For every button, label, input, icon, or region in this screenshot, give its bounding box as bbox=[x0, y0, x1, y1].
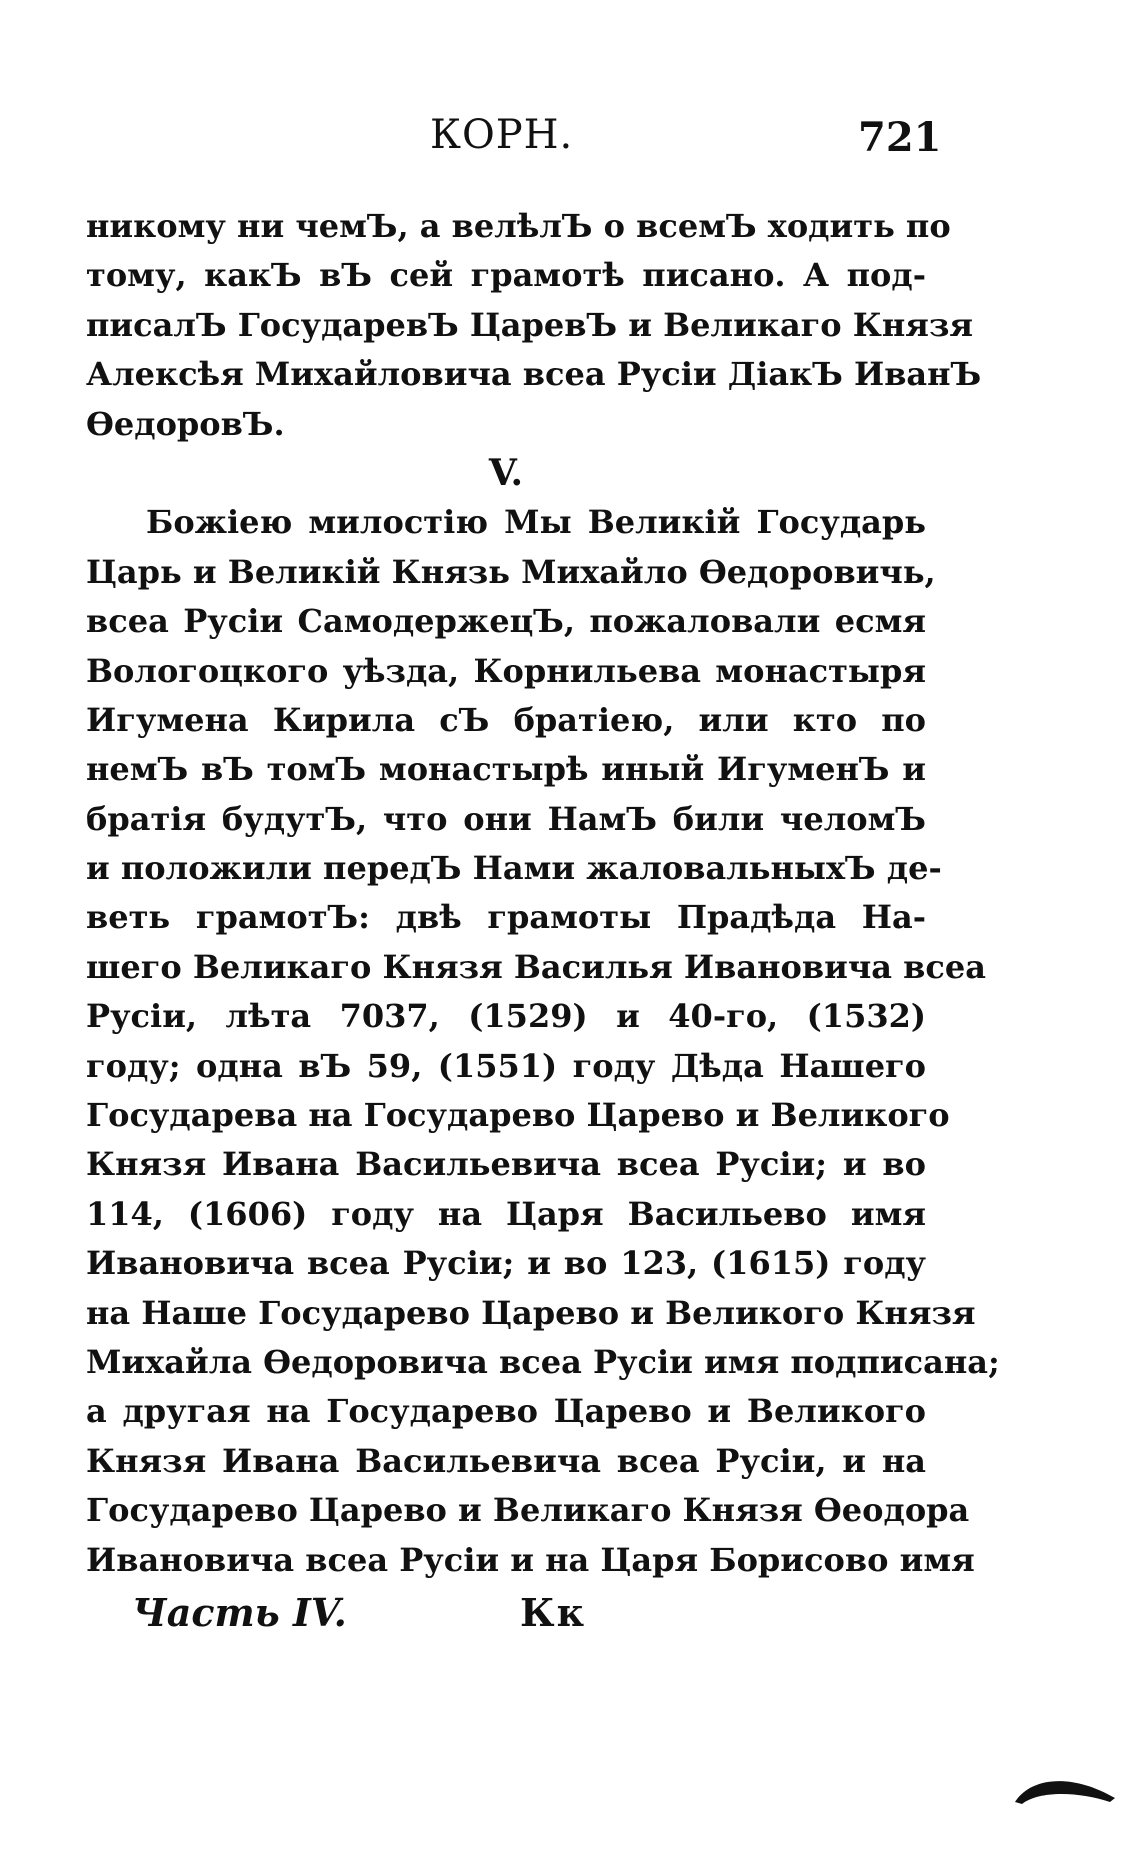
text-line: Князя Ивана Васильевича всеа Русіи, и на bbox=[86, 1441, 926, 1480]
text-line: и положили передЪ Нами жаловальныхЪ де- bbox=[86, 849, 942, 888]
text-line: Князя Ивана Васильевича всеа Русіи; и во bbox=[86, 1145, 926, 1184]
running-head: КОРН. bbox=[430, 112, 574, 158]
text-line: на Наше Государево Царево и Великого Князя bbox=[86, 1293, 976, 1332]
text-line: ѲедоровЪ. bbox=[86, 404, 285, 443]
text-line: а другая на Государево Царево и Великого bbox=[86, 1392, 926, 1431]
text-line: тому, какЪ вЪ сей грамотѣ писано. А под- bbox=[86, 256, 926, 295]
text-line: никому ни чемЪ, а велѣлЪ о всемЪ ходить по bbox=[86, 207, 951, 245]
text-line: Божіею милостію Мы Великій Государь bbox=[146, 503, 926, 542]
text-line: Царь и Великій Князь Михайло Ѳедоровичь, bbox=[86, 552, 936, 591]
text-line: Государева на Государево Царево и Великого bbox=[86, 1096, 950, 1135]
part-label: Часть IV. bbox=[132, 1590, 347, 1635]
text-line: году; одна вЪ 59, (1551) году Дѣда Нашего bbox=[86, 1046, 926, 1085]
text-line: Русіи, лѣта 7037, (1529) и 40-го, (1532) bbox=[86, 997, 926, 1036]
body-text bbox=[86, 202, 1000, 1585]
text-line: Государево Царево и Великаго Князя Ѳеодора bbox=[86, 1491, 970, 1530]
text-line: немЪ вЪ томЪ монастырѣ иный ИгуменЪ и bbox=[86, 750, 926, 789]
text-line: веть грамотЪ: двѣ грамоты Прадѣда На- bbox=[86, 898, 926, 937]
text-line: братія будутЪ, что они НамЪ били челомЪ bbox=[86, 799, 926, 838]
text-line: Ивановича всеа Русіи и на Царя Борисово имя bbox=[86, 1540, 975, 1579]
text-line: Ивановича всеа Русіи; и во 123, (1615) году bbox=[86, 1244, 926, 1283]
text-line: 114, (1606) году на Царя Васильево имя bbox=[86, 1194, 926, 1233]
signature-mark: Кк bbox=[520, 1590, 587, 1635]
text-line: писалЪ ГосударевЪ ЦаревЪ и Великаго Князя bbox=[86, 305, 973, 344]
text-line: шего Великаго Князя Василья Ивановича всеа bbox=[86, 947, 986, 986]
text-line: V. bbox=[488, 451, 524, 494]
page-footer bbox=[0, 1590, 1140, 1650]
text-line: Вологоцкого уѣзда, Корнильева монастыря bbox=[86, 651, 926, 690]
page-number: 721 bbox=[858, 114, 942, 161]
page-header bbox=[0, 112, 1140, 172]
text-line: всеа Русіи СамодержецЪ, пожаловали есмя bbox=[86, 602, 926, 641]
text-line: Игумена Кирила сЪ братіею, или кто по bbox=[86, 700, 926, 739]
text-line: Михайла Ѳедоровича всеа Русіи имя подписана; bbox=[86, 1342, 1000, 1381]
text-line: Алексѣя Михайловича всеа Русіи ДіакЪ ИванЪ bbox=[86, 355, 982, 394]
ink-smudge bbox=[1010, 1768, 1120, 1808]
